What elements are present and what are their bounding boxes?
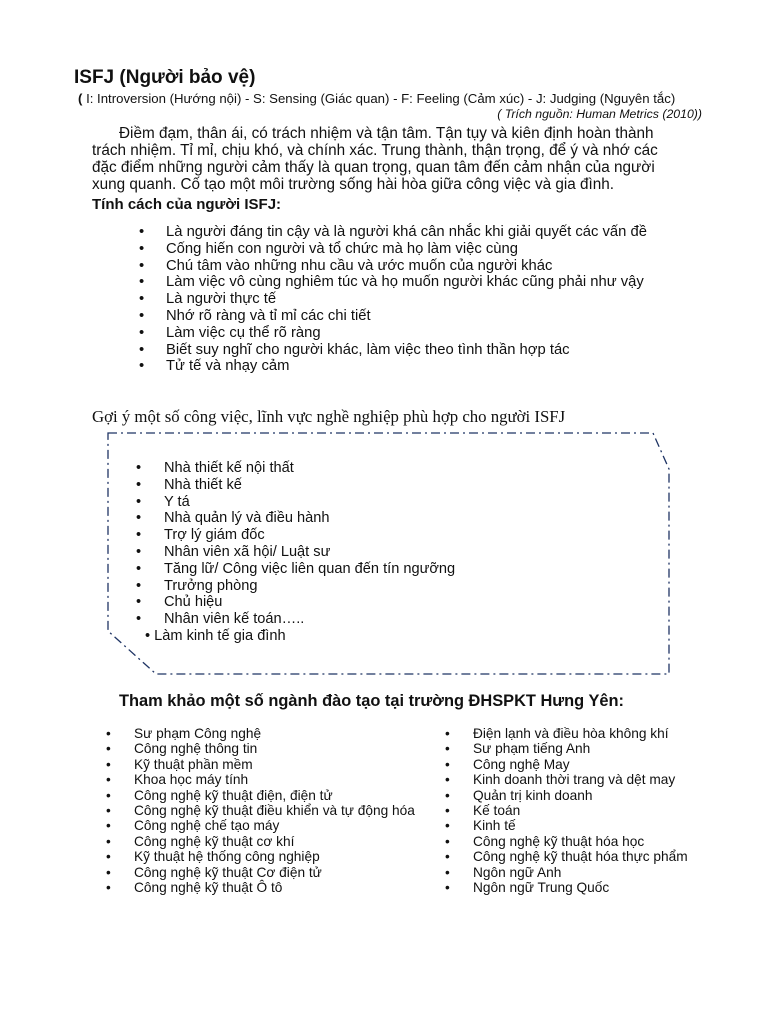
training-item: • Sư phạm Công nghệ xyxy=(106,726,415,741)
trait-item: • Biết suy nghĩ cho người khác, làm việc theo tình thần hợp tác xyxy=(139,342,679,359)
trait-item: • Tử tế và nhạy cảm xyxy=(139,358,679,375)
page-title: ISFJ (Người bảo vệ) xyxy=(74,67,256,88)
trait-item: • Làm việc cụ thể rõ ràng xyxy=(139,325,679,342)
trait-item: • Làm việc vô cùng nghiêm túc và họ muốn người khác cũng phải như vậy xyxy=(139,274,679,291)
source-citation: ( Trích nguồn: Human Metrics (2010)) xyxy=(497,107,702,121)
training-item: • Công nghệ thông tin xyxy=(106,741,415,756)
training-item: • Công nghệ chế tạo máy xyxy=(106,818,415,833)
trait-item: • Chú tâm vào những nhu cầu và ước muốn của người khác xyxy=(139,258,679,275)
training-item: • Khoa học máy tính xyxy=(106,772,415,787)
job-item: • Nhà thiết kế nội thất xyxy=(136,460,455,477)
trait-item: • Cống hiến con người và tổ chức mà họ làm việc cùng xyxy=(139,241,679,258)
job-item: • Nhà quản lý và điều hành xyxy=(136,510,455,527)
job-item: • Nhân viên kế toán….. xyxy=(136,611,455,628)
trait-item: • Nhớ rõ ràng và tỉ mỉ các chi tiết xyxy=(139,308,679,325)
job-item-extra: • Làm kinh tế gia đình xyxy=(145,628,286,644)
training-item: • Kinh doanh thời trang và dệt may xyxy=(445,772,688,787)
training-item: • Công nghệ kỹ thuật hóa học xyxy=(445,834,688,849)
training-list-left xyxy=(106,726,415,895)
job-item: • Tăng lữ/ Công việc liên quan đến tín ngưỡng xyxy=(136,561,455,578)
training-list-right xyxy=(445,726,688,895)
training-item: • Công nghệ kỹ thuật cơ khí xyxy=(106,834,415,849)
traits-list xyxy=(139,224,679,375)
training-heading: Tham khảo một số ngành đào tạo tại trường ĐHSPKT Hưng Yên: xyxy=(119,692,624,710)
subtitle-open-paren: ( xyxy=(78,91,83,106)
training-item: • Công nghệ kỹ thuật Ô tô xyxy=(106,880,415,895)
trait-item: • Là người thực tế xyxy=(139,291,679,308)
job-item: • Nhà thiết kế xyxy=(136,477,455,494)
job-item: • Y tá xyxy=(136,494,455,511)
training-item: • Ngôn ngữ Trung Quốc xyxy=(445,880,688,895)
training-item: • Ngôn ngữ Anh xyxy=(445,865,688,880)
jobs-list xyxy=(136,460,455,628)
intro-paragraph: Điềm đạm, thân ái, có trách nhiệm và tận tâm. Tận tụy và kiên định hoàn thành trách nhiệm. Tỉ mỉ, chịu khó, và chính xác. Trung thành, thận trọng, để ý và nhớ các đặc điểm những người cảm thấy là quan trọng, quan tâm đến cảm nhận của người xung quanh. Cố tạo một môi trường sống hài hòa giữa công việc và gia đình. xyxy=(92,125,658,193)
training-item: • Công nghệ kỹ thuật điện, điện tử xyxy=(106,788,415,803)
training-item: • Kỹ thuật hệ thống công nghiệp xyxy=(106,849,415,864)
training-item: • Công nghệ kỹ thuật điều khiển và tự động hóa xyxy=(106,803,415,818)
training-item: • Công nghệ kỹ thuật Cơ điện tử xyxy=(106,865,415,880)
job-item: • Trưởng phòng xyxy=(136,578,455,595)
traits-heading: Tính cách của người ISFJ: xyxy=(92,196,282,213)
job-item: • Trợ lý giám đốc xyxy=(136,527,455,544)
trait-item: • Là người đáng tin cậy và là người khá cân nhắc khi giải quyết các vấn đề xyxy=(139,224,679,241)
jobs-heading: Gợi ý một số công việc, lĩnh vực nghề nghiệp phù hợp cho người ISFJ xyxy=(92,407,566,426)
training-item: • Quản trị kinh doanh xyxy=(445,788,688,803)
training-item: • Kỹ thuật phần mềm xyxy=(106,757,415,772)
training-item: • Công nghệ kỹ thuật hóa thực phẩm xyxy=(445,849,688,864)
training-item: • Kinh tế xyxy=(445,818,688,833)
subtitle-text: I: Introversion (Hướng nội) - S: Sensing (Giác quan) - F: Feeling (Cảm xúc) - J: Judging (Nguyên tắc) xyxy=(82,91,676,106)
training-item: • Điện lạnh và điều hòa không khí xyxy=(445,726,688,741)
job-item: • Chủ hiệu xyxy=(136,594,455,611)
training-item: • Sư phạm tiếng Anh xyxy=(445,741,688,756)
subtitle xyxy=(78,91,675,106)
training-item: • Công nghệ May xyxy=(445,757,688,772)
job-item: • Nhân viên xã hội/ Luật sư xyxy=(136,544,455,561)
training-item: • Kế toán xyxy=(445,803,688,818)
